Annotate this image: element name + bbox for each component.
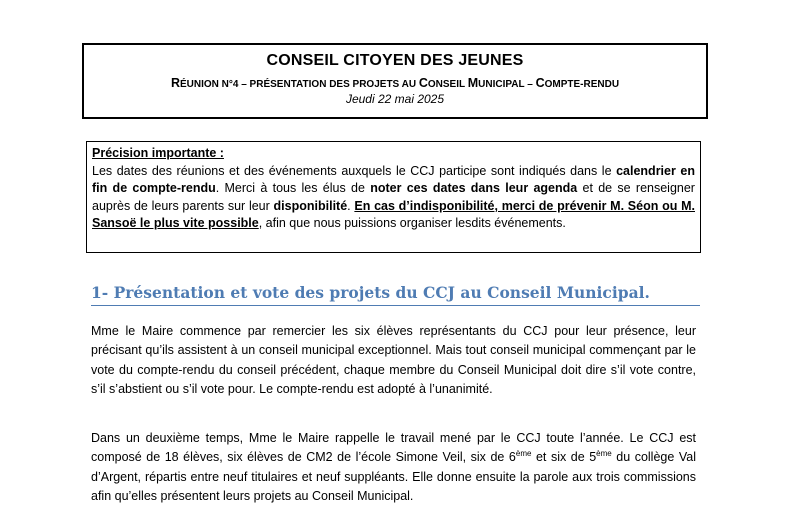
notice-heading: Précision importante : [92,146,224,160]
document-title: CONSEIL CITOYEN DES JEUNES [266,52,524,69]
important-notice-box [86,141,701,253]
document-subtitle: RÉUNION N°4 – PRÉSENTATION DES PROJETS AU CONSEIL MUNICIPAL – COMPTE-RENDU [170,76,620,90]
paragraph-vote: Mme le Maire commence par remercier les six élèves représentants du CCJ pour leur présence, leur précisant qu’ils assistent à un conseil municipal exceptionnel. Mais tout conseil municipal commençant par le vote du compte-rendu du conseil précédent, chaque membre du Conseil Municipal doit dire s’il vote contre, s’il s’abstient ou s’il vote pour. Le compte-rendu est adopté à l’unanimité. [91,324,696,397]
document-date: Jeudi 22 mai 2025 [345,92,445,106]
section-heading: 1- Présentation et vote des projets du CCJ au Conseil Municipal. [91,283,700,306]
paragraph-presentation: Dans un deuxième temps, Mme le Maire rappelle le travail mené par le CCJ toute l’année. Le CCJ est composé de 18 élèves, six élèves de CM2 de l’école Simone Veil, six de 6ème et six de 5ème du collège Val d’Argent, répartis entre neuf titulaires et neuf suppléants. Elle donne ensuite la parole aux trois commissions afin qu’elles présentent leurs projets au Conseil Municipal. [91,431,696,504]
document-title-box [82,43,708,119]
notice-text: Les dates des réunions et des événements auxquels le CCJ participe sont indiqués dans le calendrier en fin de compte-rendu. Merci à tous les élus de noter ces dates dans leur agenda et de se renseigner auprès de leurs parents sur leur disponibilité. En cas d’indisponibilité, merci de prévenir M. Séon ou M. Sansoë le plus vite possible, afin que nous puissions organiser lesdits événements. [92,163,695,231]
